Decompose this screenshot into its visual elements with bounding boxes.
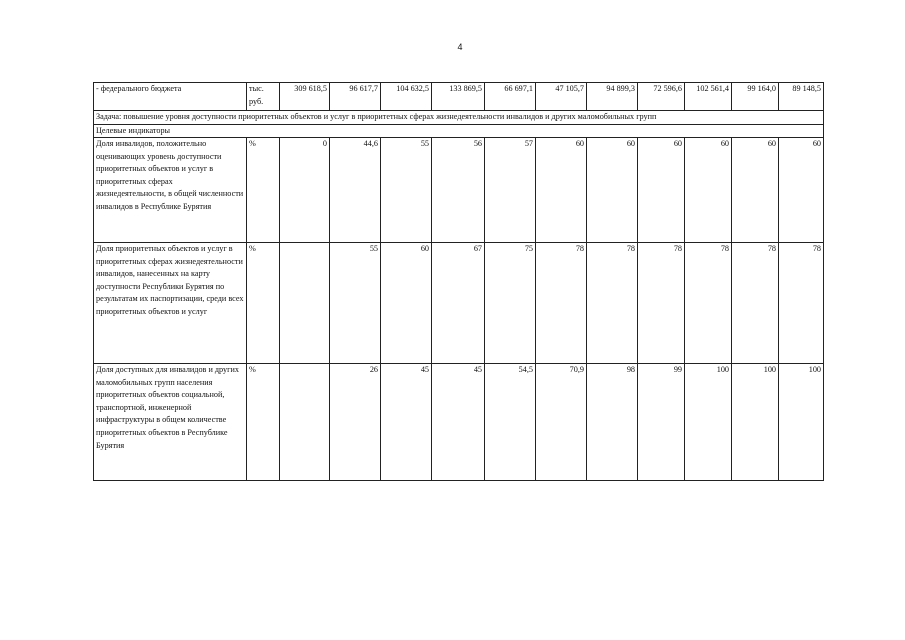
indicator-row [94, 138, 824, 243]
indicator-name: Доля доступных для инвалидов и других маломобильных групп населения приоритетных объектов социальной, транспортной, инженерной инфраструктуры в общем количестве приоритетных объектов в Республике Бурятия [94, 364, 247, 481]
value-cell: 60 [536, 138, 587, 243]
value-cell: 309 618,5 [280, 83, 330, 111]
value-cell: 78 [587, 243, 638, 364]
value-cell: 47 105,7 [536, 83, 587, 111]
indicator-row [94, 243, 824, 364]
indicator-name: Доля приоритетных объектов и услуг в приоритетных сферах жизнедеятельности инвалидов, нанесенных на карту доступности Республики Бурятия по результатам их паспортизации, среди всех приоритетных объектов и услуг [94, 243, 247, 364]
value-cell: 26 [330, 364, 381, 481]
indicators-table [93, 82, 824, 481]
indicator-row [94, 364, 824, 481]
indicators-heading: Целевые индикаторы [94, 124, 824, 138]
value-cell [280, 364, 330, 481]
value-cell: 75 [485, 243, 536, 364]
value-cell: 60 [587, 138, 638, 243]
value-cell: 57 [485, 138, 536, 243]
value-cell: 78 [638, 243, 685, 364]
value-cell: 100 [685, 364, 732, 481]
value-cell: 100 [779, 364, 824, 481]
value-cell: 78 [536, 243, 587, 364]
value-cell: 66 697,1 [485, 83, 536, 111]
value-cell: 78 [732, 243, 779, 364]
value-cell: 60 [685, 138, 732, 243]
value-cell: 55 [330, 243, 381, 364]
value-cell: 56 [432, 138, 485, 243]
value-cell: 55 [381, 138, 432, 243]
value-cell: 60 [732, 138, 779, 243]
value-cell: 96 617,7 [330, 83, 381, 111]
row-label: - федерального бюджета [94, 83, 247, 111]
value-cell: 102 561,4 [685, 83, 732, 111]
value-cell: 45 [432, 364, 485, 481]
value-cell: 44,6 [330, 138, 381, 243]
federal-budget-row [94, 83, 824, 111]
value-cell: 67 [432, 243, 485, 364]
value-cell: 0 [280, 138, 330, 243]
value-cell: 100 [732, 364, 779, 481]
unit-cell: % [247, 138, 280, 243]
value-cell: 94 899,3 [587, 83, 638, 111]
value-cell [280, 243, 330, 364]
value-cell: 89 148,5 [779, 83, 824, 111]
value-cell: 98 [587, 364, 638, 481]
value-cell: 70,9 [536, 364, 587, 481]
value-cell: 54,5 [485, 364, 536, 481]
value-cell: 104 632,5 [381, 83, 432, 111]
value-cell: 78 [685, 243, 732, 364]
indicator-name: Доля инвалидов, положительно оценивающих уровень доступности приоритетных объектов и услуг в приоритетных сферах жизнедеятельности, в общей численности инвалидов в Республике Бурятия [94, 138, 247, 243]
unit-cell: % [247, 243, 280, 364]
value-cell: 60 [381, 243, 432, 364]
value-cell: 60 [638, 138, 685, 243]
indicators-heading-row [94, 124, 824, 138]
value-cell: 45 [381, 364, 432, 481]
unit-cell: % [247, 364, 280, 481]
unit-cell: тыс. руб. [247, 83, 280, 111]
task-text: Задача: повышение уровня доступности приоритетных объектов и услуг в приоритетных сферах жизнедеятельности инвалидов и других маломобильных групп [94, 111, 824, 125]
value-cell: 78 [779, 243, 824, 364]
task-row [94, 111, 824, 125]
value-cell: 72 596,6 [638, 83, 685, 111]
value-cell: 99 [638, 364, 685, 481]
value-cell: 133 869,5 [432, 83, 485, 111]
page-number: 4 [457, 42, 463, 52]
value-cell: 60 [779, 138, 824, 243]
value-cell: 99 164,0 [732, 83, 779, 111]
